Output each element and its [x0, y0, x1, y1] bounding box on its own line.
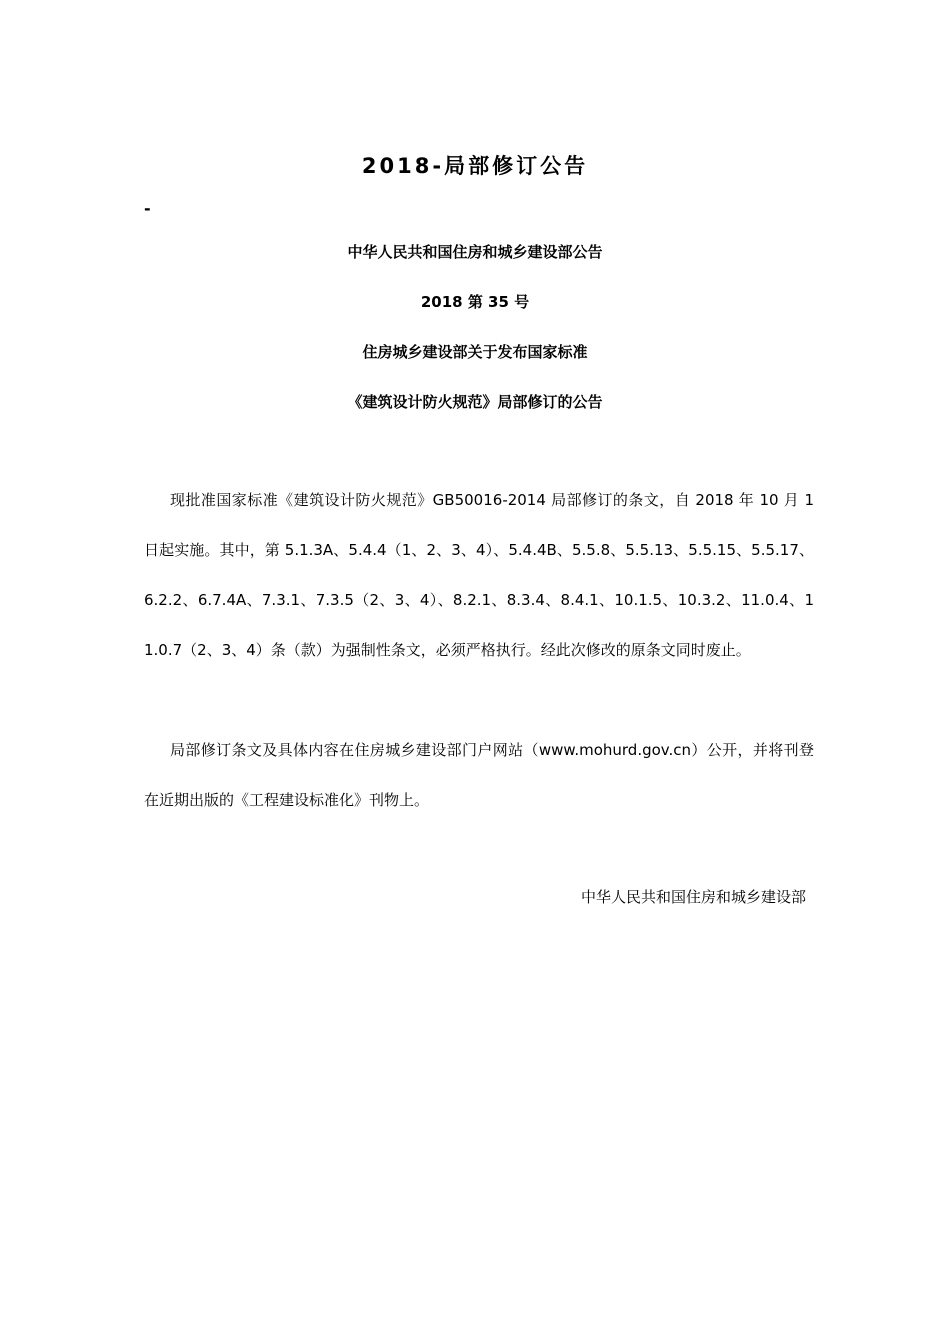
- paragraph-2: 局部修订条文及具体内容在住房城乡建设部门户网站（www.mohurd.gov.cn）公开，并将刊登在近期出版的《工程建设标准化》刊物上。: [144, 741, 814, 809]
- document-title: 2018-局部修订公告: [361, 154, 589, 178]
- issuer-heading: 中华人民共和国住房和城乡建设部公告: [347, 243, 603, 261]
- paragraph-1: 现批准国家标准《建筑设计防火规范》GB50016-2014 局部修订的条文，自 2018 年 10 月 1 日起实施。其中，第 5.1.3A、5.4.4（1、2、3、4）、5.4.4B、5.5.8、5.5.13、5.5.15、5.5.17、6.2.2、6.7.4A、7.3.1、7.3.5（2、3、4）、8.2.1、8.3.4、8.4.1、10.1.5、10.3.2、11.0.4、11.0.7（2、3、4）条（款）为强制性条文，必须严格执行。经此次修改的原条文同时废止。: [144, 491, 814, 659]
- subject-line-1: 住房城乡建设部关于发布国家标准: [362, 343, 588, 361]
- dash-mark: -: [144, 199, 151, 218]
- announcement-number: 2018 第 35 号: [420, 293, 530, 311]
- signature: 中华人民共和国住房和城乡建设部: [580, 888, 806, 906]
- subject-line-2: 《建筑设计防火规范》局部修订的公告: [347, 393, 603, 411]
